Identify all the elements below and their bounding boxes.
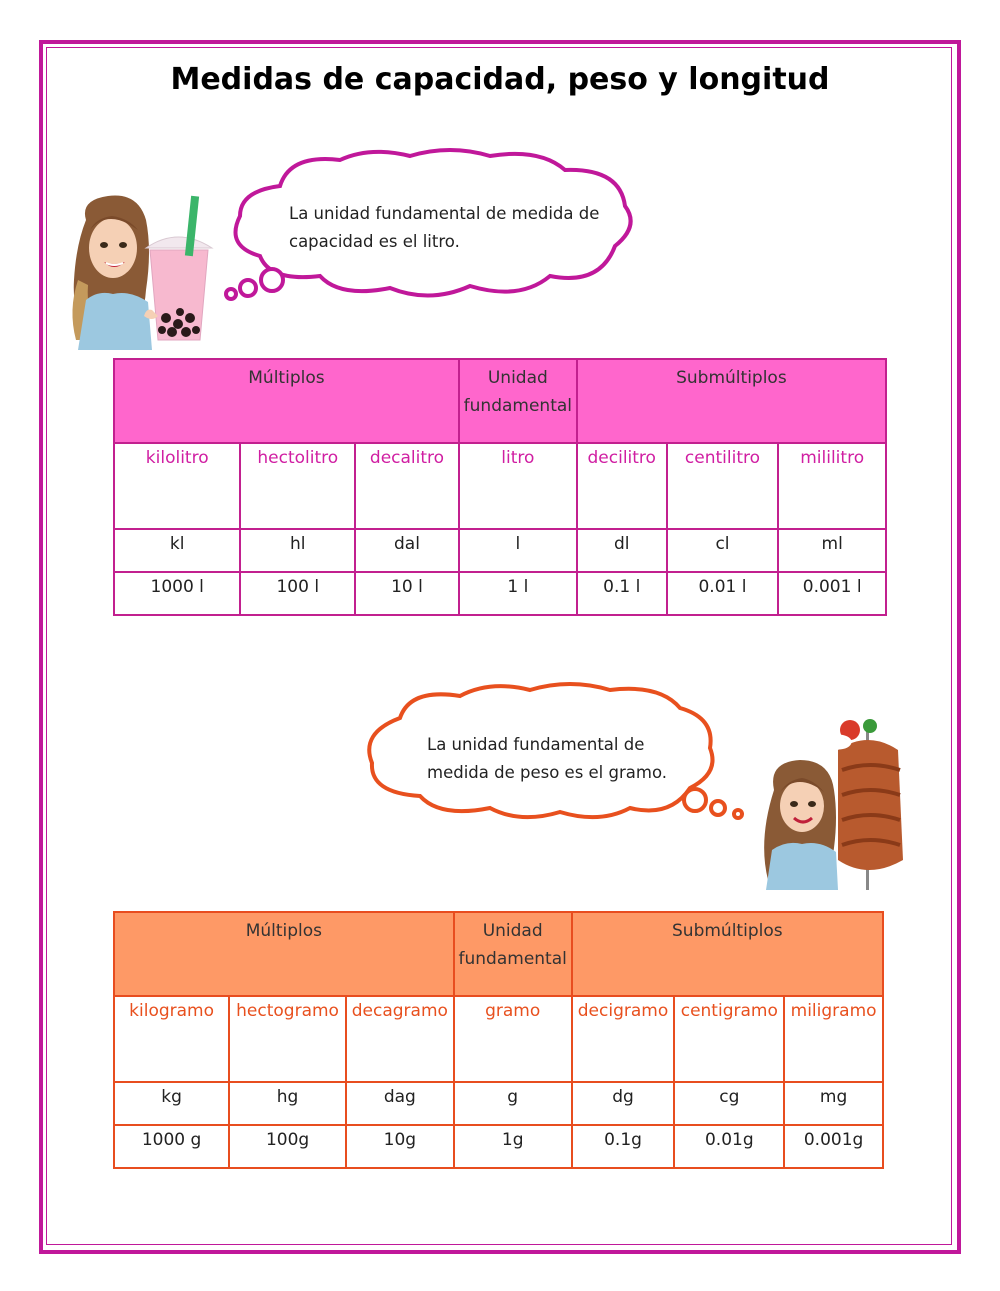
unit-name-cell: decigramo	[572, 996, 675, 1082]
bubble-weight-line2: medida de peso es el gramo.	[427, 763, 668, 782]
bubble-capacity-text	[289, 200, 599, 256]
bubble-weight-text	[427, 731, 667, 787]
bubble-capacity-line2: capacidad es el litro.	[289, 232, 460, 251]
unit-name-cell: hectogramo	[229, 996, 346, 1082]
bubble-capacity-line1: La unidad fundamental de medida de	[289, 204, 600, 223]
header-unit-line1: Unidad	[487, 368, 548, 388]
unit-symbol-cell: cl	[667, 529, 779, 572]
unit-symbol-cell: l	[459, 529, 577, 572]
header-multiples: Múltiplos	[114, 359, 459, 443]
unit-value-cell: 0.01g	[674, 1125, 784, 1168]
unit-value-cell: 100 l	[240, 572, 355, 615]
header-unit-line2: fundamental	[463, 396, 572, 416]
unit-name-cell: kilogramo	[114, 996, 229, 1082]
unit-symbol-cell: hg	[229, 1082, 346, 1125]
unit-value-cell: 1 l	[459, 572, 577, 615]
header-submultiples: Submúltiplos	[572, 912, 883, 996]
unit-symbol-cell: hl	[240, 529, 355, 572]
unit-symbol-cell: mg	[784, 1082, 883, 1125]
unit-symbol-cell: dal	[355, 529, 459, 572]
unit-value-cell: 0.01 l	[667, 572, 779, 615]
unit-symbol-cell: dag	[346, 1082, 454, 1125]
unit-symbol-cell: kl	[114, 529, 240, 572]
unit-name-cell: gramo	[454, 996, 572, 1082]
header-unit-line2: fundamental	[458, 949, 567, 969]
unit-name-cell: mililitro	[778, 443, 886, 529]
unit-symbol-cell: dg	[572, 1082, 675, 1125]
header-multiples: Múltiplos	[114, 912, 454, 996]
unit-value-cell: 0.001g	[784, 1125, 883, 1168]
unit-symbol-cell: dl	[577, 529, 667, 572]
unit-name-cell: hectolitro	[240, 443, 355, 529]
unit-symbol-cell: g	[454, 1082, 572, 1125]
unit-name-cell: miligramo	[784, 996, 883, 1082]
unit-name-cell: litro	[459, 443, 577, 529]
unit-symbol-cell: ml	[778, 529, 886, 572]
unit-value-cell: 0.1g	[572, 1125, 675, 1168]
unit-name-cell: kilolitro	[114, 443, 240, 529]
unit-name-cell: decalitro	[355, 443, 459, 529]
capacity-table	[113, 358, 887, 616]
bubble-weight-line1: La unidad fundamental de	[427, 735, 645, 754]
unit-value-cell: 10g	[346, 1125, 454, 1168]
unit-name-cell: decagramo	[346, 996, 454, 1082]
unit-value-cell: 1000 l	[114, 572, 240, 615]
header-unit-line1: Unidad	[482, 921, 543, 941]
unit-value-cell: 1000 g	[114, 1125, 229, 1168]
unit-value-cell: 0.1 l	[577, 572, 667, 615]
header-fundamental-unit	[459, 359, 577, 443]
unit-value-cell: 100g	[229, 1125, 346, 1168]
unit-symbol-cell: cg	[674, 1082, 784, 1125]
unit-value-cell: 10 l	[355, 572, 459, 615]
girl-bubble-tea-illustration	[68, 190, 218, 352]
page-title: Medidas de capacidad, peso y longitud	[170, 62, 830, 97]
unit-name-cell: centilitro	[667, 443, 779, 529]
unit-name-cell: centigramo	[674, 996, 784, 1082]
unit-symbol-cell: kg	[114, 1082, 229, 1125]
girl-kebab-illustration	[758, 710, 908, 890]
weight-table	[113, 911, 884, 1169]
unit-value-cell: 1g	[454, 1125, 572, 1168]
header-fundamental-unit	[454, 912, 572, 996]
header-submultiples: Submúltiplos	[577, 359, 886, 443]
unit-name-cell: decilitro	[577, 443, 667, 529]
unit-value-cell: 0.001 l	[778, 572, 886, 615]
